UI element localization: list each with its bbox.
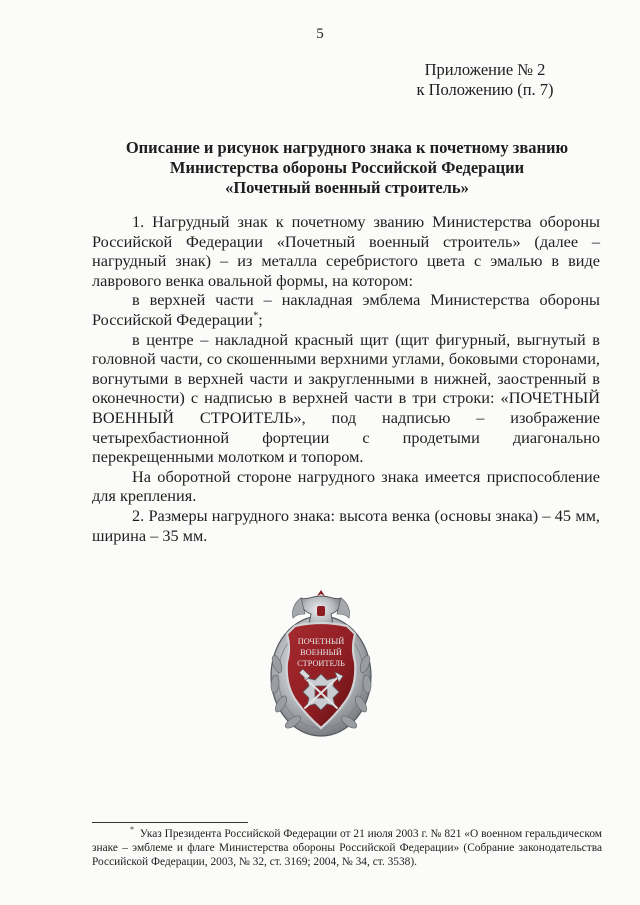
paragraph-3: в центре – накладной красный щит (щит фигурный, выгнутый в головной части, со скошенными верхними углами, боковыми сторонами, вогнутыми в верхней части и закругленными в нижней, заостренный в оконечности) с надписью в верхней части в три строки: «ПОЧЕТНЫЙ ВОЕННЫЙ СТРОИТЕЛЬ», под надписью – изображение четырехбастионной фортеции с продетыми диагонально перекрещенными молотком и топором. [92, 329, 600, 467]
body-text [92, 212, 600, 545]
badge-inscription-line-2: ВОЕННЫЙ [300, 648, 342, 657]
paragraph-2-end: ; [258, 309, 263, 329]
title-line-2: Министерства обороны Российской Федерации [169, 158, 525, 177]
paragraph-5: 2. Размеры нагрудного знака: высота венка (основы знака) – 45 мм, ширина – 35 мм. [92, 505, 600, 545]
paragraph-4: На оборотной стороне нагрудного знака имеется приспособление для крепления. [92, 466, 600, 506]
footnote-paragraph [92, 827, 602, 869]
footnote-mark: * [130, 825, 134, 835]
badge-inscription-line-1: ПОЧЕТНЫЙ [297, 637, 345, 646]
footnote-reference[interactable]: * [253, 310, 259, 322]
badge-drawing [265, 584, 377, 740]
title-line-3: «Почетный военный строитель» [225, 178, 469, 197]
footnote-separator [92, 822, 248, 823]
footnote [92, 827, 602, 869]
document-title [80, 138, 614, 198]
badge-image [265, 584, 377, 740]
page-number: 5 [316, 26, 324, 42]
appendix-line-2: к Положению (п. 7) [416, 80, 554, 99]
paragraph-2 [92, 290, 600, 329]
appendix-header [380, 60, 590, 100]
paragraph-2-text: в верхней части – накладная эмблема Министерства обороны Российской Федерации [92, 290, 600, 329]
title-line-1: Описание и рисунок нагрудного знака к почетному званию [125, 138, 569, 157]
badge-inscription-line-3: СТРОИТЕЛЬ [297, 659, 345, 668]
appendix-line-1: Приложение № 2 [424, 60, 546, 79]
paragraph-1: 1. Нагрудный знак к почетному званию Министерства обороны Российской Федерации «Почетный военный строитель» (далее – нагрудный знак) – из металла серебристого цвета с эмалью в виде лаврового венка овальной формы, на котором: [92, 212, 600, 290]
footnote-text: Указ Президента Российской Федерации от 21 июля 2003 г. № 821 «О военном геральдическом знаке – эмблеме и флаге Министерства обороны Российской Федерации» (Собрание законодательства Российской Федерации, 2003, № 32, ст. 3169; 2004, № 34, ст. 3538). [92, 828, 603, 868]
